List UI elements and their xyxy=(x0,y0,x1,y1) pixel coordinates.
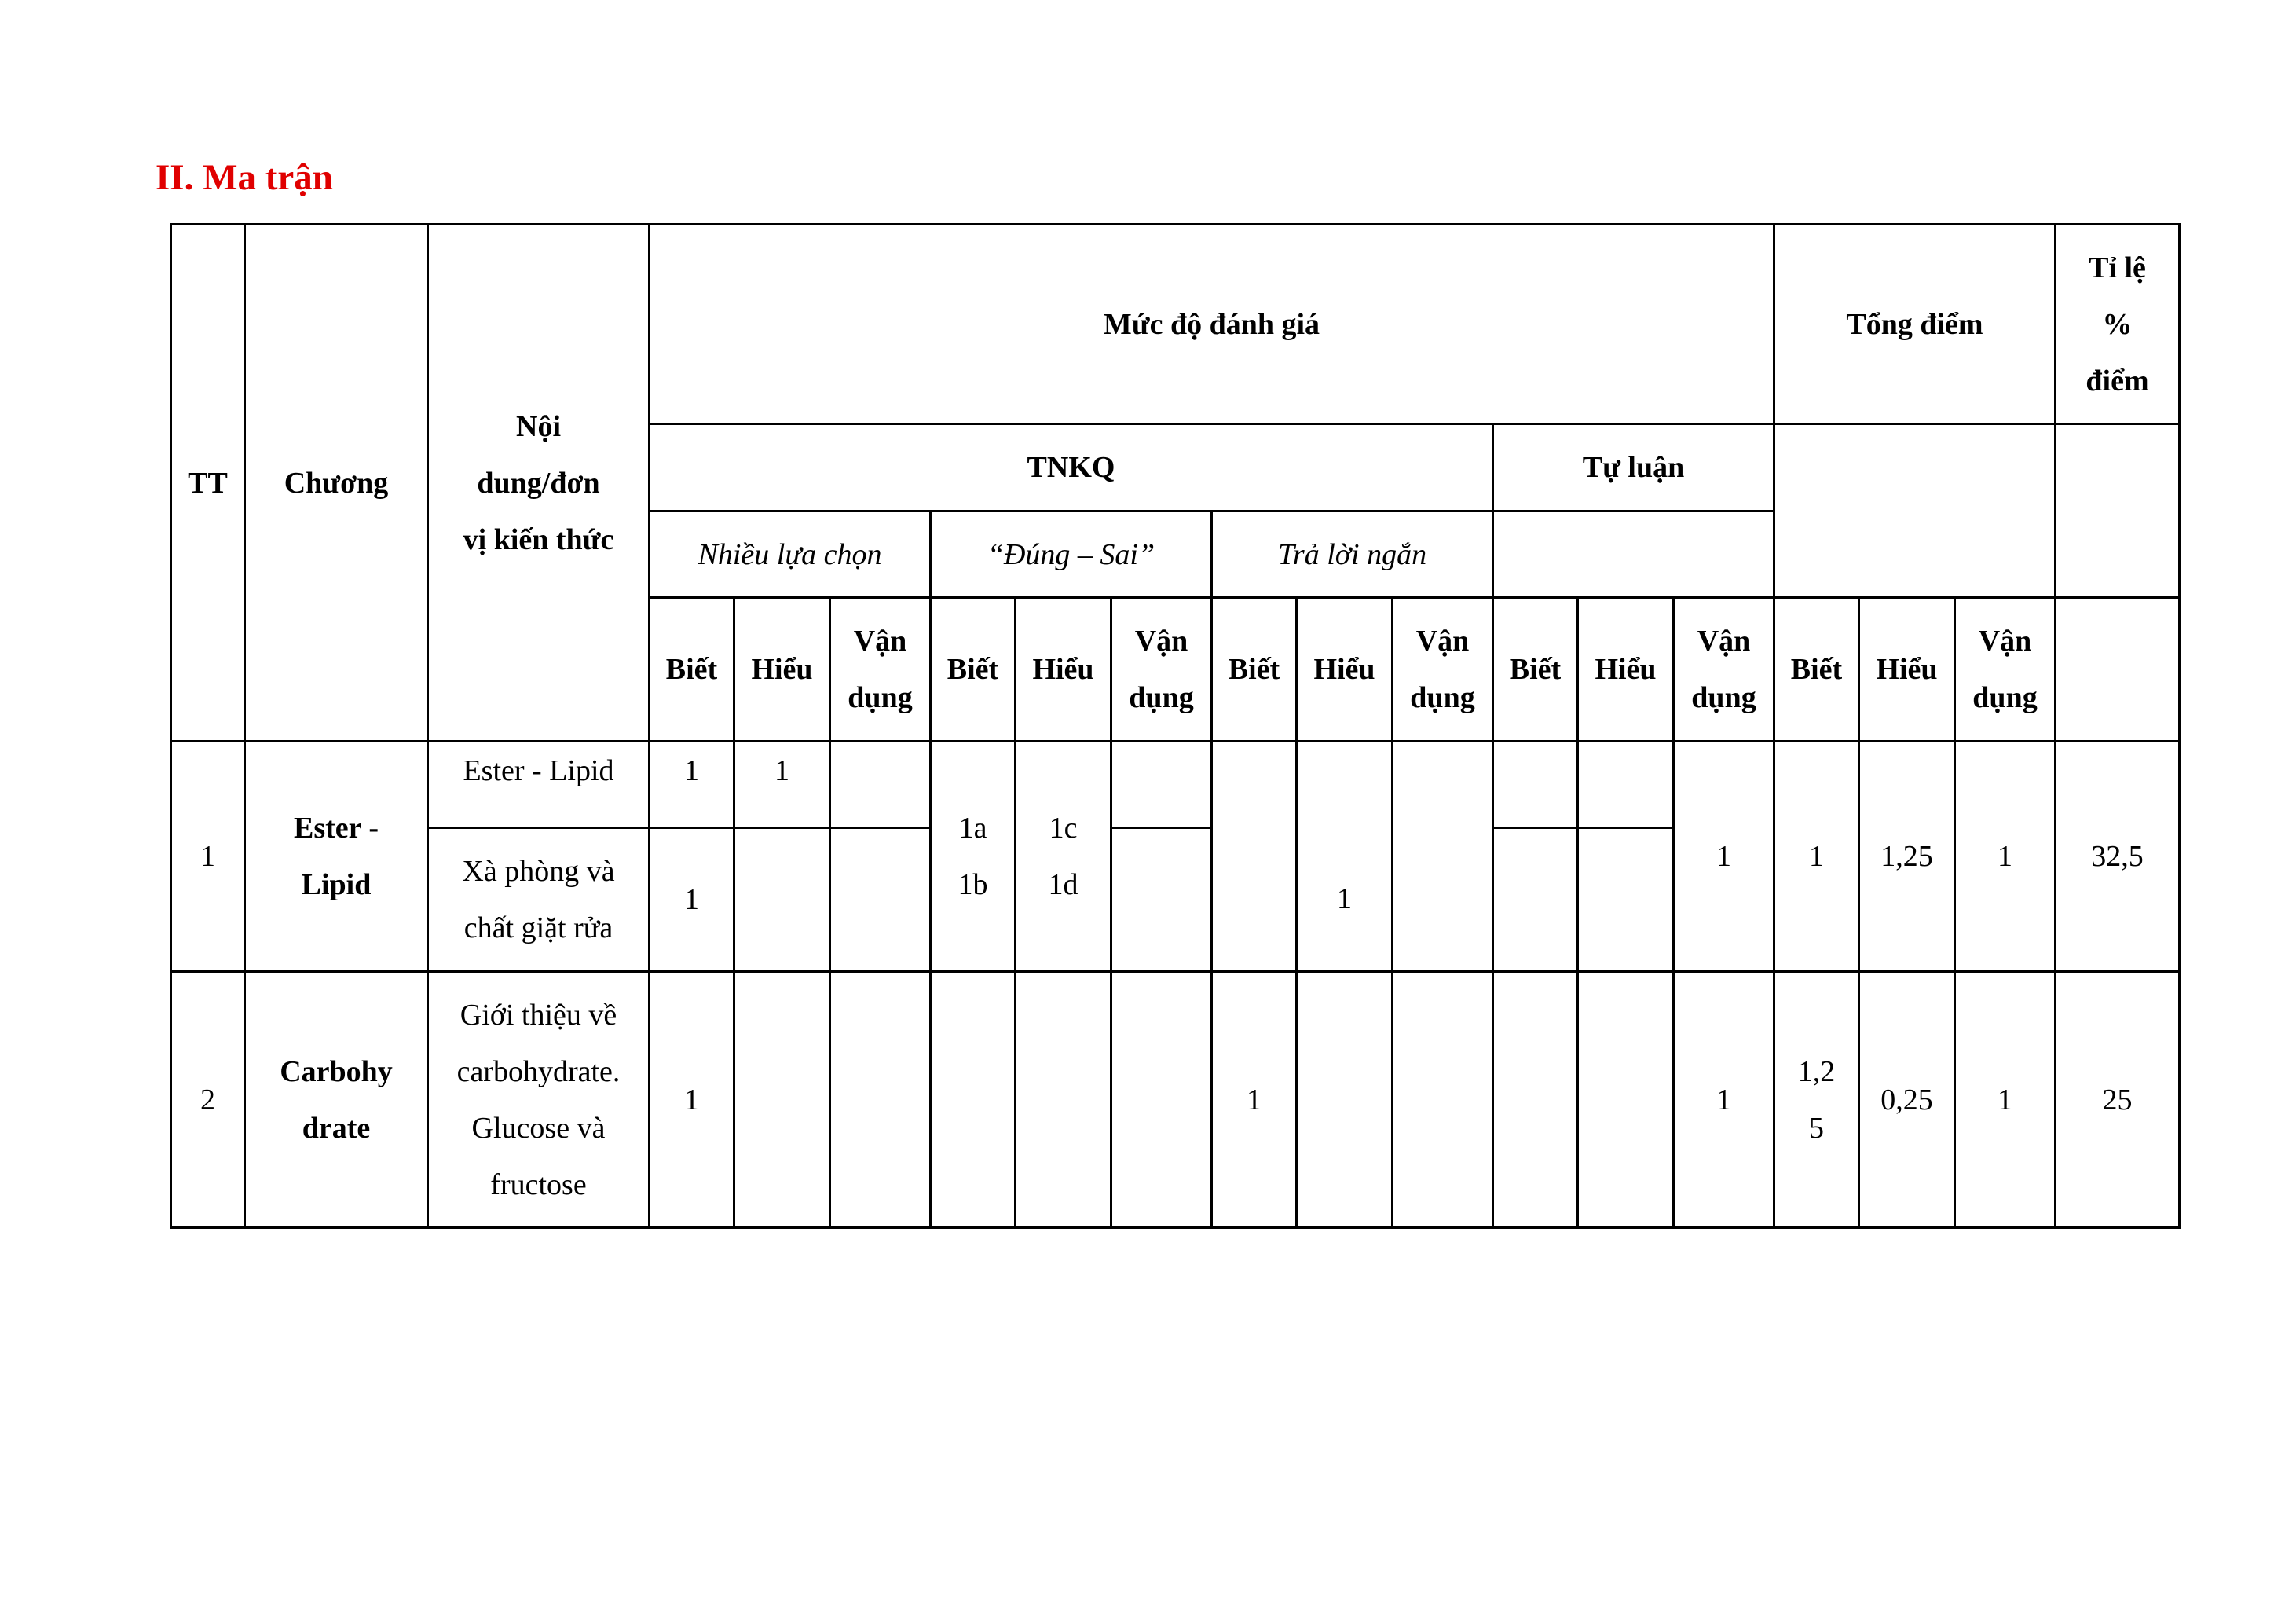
cell-tong-hieu: 0,25 xyxy=(1859,972,1955,1228)
header-tnkq: TNKQ xyxy=(650,424,1493,511)
cell-tl-van-dung: 1 xyxy=(1674,742,1774,972)
cell-tl-biet xyxy=(1493,742,1578,828)
row-noi-dung: Ester - Lipid xyxy=(428,742,650,828)
header-biet: Biết xyxy=(1774,598,1859,742)
cell-nlc-biet: 1 xyxy=(650,972,734,1228)
header-biet: Biết xyxy=(1212,598,1297,742)
header-van-dung: Vận dụng xyxy=(1674,598,1774,742)
cell-tl-biet xyxy=(1493,972,1578,1228)
header-noi-dung: Nội dung/đơn vị kiến thức xyxy=(428,225,650,742)
header-dung-sai: “Đúng – Sai” xyxy=(931,511,1212,598)
cell-nlc-hieu xyxy=(734,828,830,972)
cell-ds-van-dung xyxy=(1111,742,1212,828)
row-tt: 2 xyxy=(171,972,245,1228)
cell-trl-hieu: 1 xyxy=(1297,828,1393,972)
header-tu-luan: Tự luận xyxy=(1493,424,1774,511)
header-van-dung: Vận dụng xyxy=(1393,598,1493,742)
header-hieu: Hiểu xyxy=(734,598,830,742)
cell-nlc-hieu: 1 xyxy=(734,742,830,828)
cell-ds-biet: 1a 1b xyxy=(931,742,1016,972)
cell-nlc-biet: 1 xyxy=(650,742,734,828)
header-tong-diem: Tổng điểm xyxy=(1774,225,2056,424)
section-heading: II. Ma trận xyxy=(156,157,333,198)
cell-ti-le: 25 xyxy=(2056,972,2180,1228)
header-ti-le: Tỉ lệ % điểm xyxy=(2056,225,2180,424)
header-tu-luan-blank xyxy=(1493,511,1774,598)
row-chuong: Ester - Lipid xyxy=(245,742,428,972)
cell-trl-biet xyxy=(1212,742,1297,828)
header-biet: Biết xyxy=(931,598,1016,742)
cell-trl-van-dung xyxy=(1393,742,1493,828)
row-tt: 1 xyxy=(171,742,245,972)
table-row xyxy=(171,742,2180,828)
cell-tl-hieu xyxy=(1578,972,1674,1228)
row-noi-dung: Giới thiệu về carbohydrate. Glucose và fructose xyxy=(428,972,650,1228)
cell-tl-hieu xyxy=(1578,828,1674,972)
cell-tl-biet xyxy=(1493,828,1578,972)
cell-nlc-van-dung xyxy=(830,972,931,1228)
assessment-matrix-table xyxy=(170,223,2181,1229)
cell-trl-van-dung xyxy=(1393,828,1493,972)
cell-tl-hieu xyxy=(1578,742,1674,828)
cell-tong-hieu: 1,25 xyxy=(1859,742,1955,972)
cell-trl-van-dung xyxy=(1393,972,1493,1228)
cell-ds-hieu: 1c 1d xyxy=(1016,742,1111,972)
header-biet: Biết xyxy=(650,598,734,742)
cell-ds-van-dung xyxy=(1111,972,1212,1228)
cell-nlc-van-dung xyxy=(830,742,931,828)
header-tra-loi-ngan: Trả lời ngắn xyxy=(1212,511,1493,598)
cell-nlc-van-dung xyxy=(830,828,931,972)
cell-trl-hieu xyxy=(1297,972,1393,1228)
cell-ds-van-dung xyxy=(1111,828,1212,972)
cell-ds-hieu xyxy=(1016,972,1111,1228)
cell-tong-van-dung: 1 xyxy=(1955,742,2056,972)
cell-trl-biet xyxy=(1212,828,1297,972)
header-ti-le-blank xyxy=(2056,424,2180,598)
cell-nlc-hieu xyxy=(734,972,830,1228)
header-hieu: Hiểu xyxy=(1016,598,1111,742)
cell-tong-biet: 1,2 5 xyxy=(1774,972,1859,1228)
cell-ti-le: 32,5 xyxy=(2056,742,2180,972)
cell-trl-hieu xyxy=(1297,742,1393,828)
header-ti-le-blank xyxy=(2056,598,2180,742)
row-chuong: Carbohy drate xyxy=(245,972,428,1228)
row-noi-dung: Xà phòng và chất giặt rửa xyxy=(428,828,650,972)
header-biet: Biết xyxy=(1493,598,1578,742)
header-van-dung: Vận dụng xyxy=(830,598,931,742)
cell-tl-van-dung: 1 xyxy=(1674,972,1774,1228)
header-muc-do-danh-gia: Mức độ đánh giá xyxy=(650,225,1774,424)
header-chuong: Chương xyxy=(245,225,428,742)
header-van-dung: Vận dụng xyxy=(1955,598,2056,742)
header-nhieu-lua-chon: Nhiều lựa chọn xyxy=(650,511,931,598)
table-row xyxy=(171,972,2180,1228)
cell-ds-biet xyxy=(931,972,1016,1228)
header-tong-diem-blank xyxy=(1774,424,2056,598)
cell-trl-biet: 1 xyxy=(1212,972,1297,1228)
header-row-1 xyxy=(171,225,2180,424)
header-van-dung: Vận dụng xyxy=(1111,598,1212,742)
cell-nlc-biet: 1 xyxy=(650,828,734,972)
header-hieu: Hiểu xyxy=(1297,598,1393,742)
header-hieu: Hiểu xyxy=(1859,598,1955,742)
cell-tong-biet: 1 xyxy=(1774,742,1859,972)
header-hieu: Hiểu xyxy=(1578,598,1674,742)
header-tt: TT xyxy=(171,225,245,742)
cell-tong-van-dung: 1 xyxy=(1955,972,2056,1228)
